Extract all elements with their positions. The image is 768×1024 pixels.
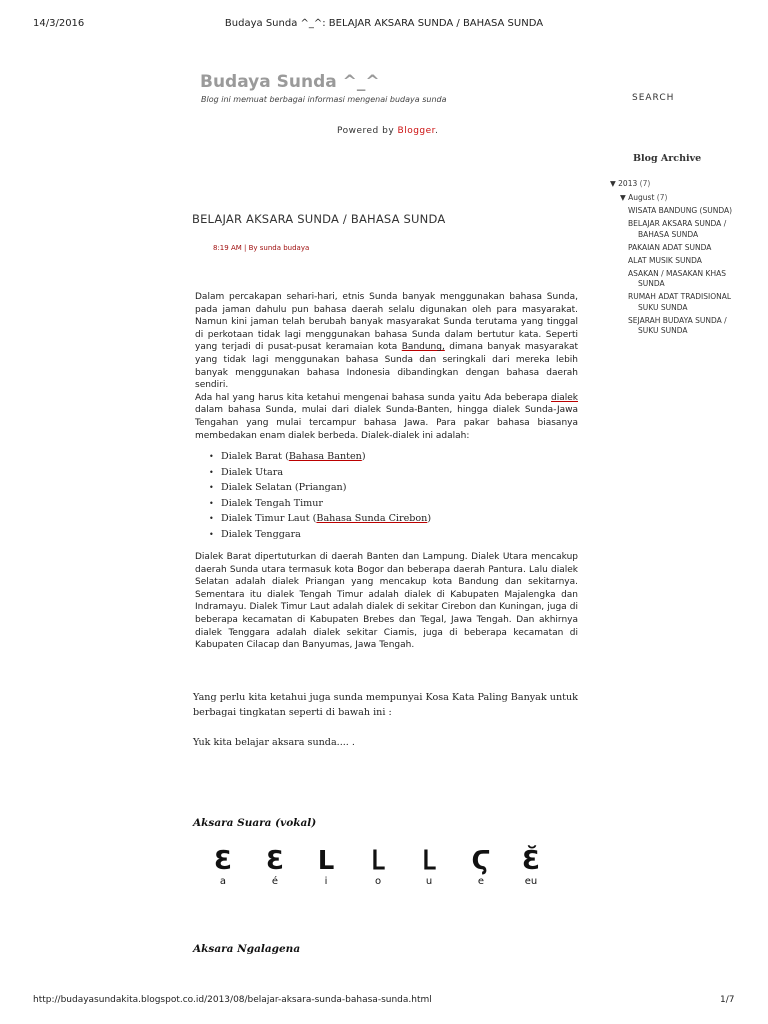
vowel-glyph: Ϛ <box>471 846 491 876</box>
vowel-label: a <box>219 876 227 887</box>
aksara-vowel-chart <box>205 846 545 896</box>
bahasa-banten-link[interactable]: Bahasa Banten <box>288 451 362 462</box>
dialect-item <box>221 465 431 481</box>
dialek-link[interactable]: dialek <box>551 392 578 403</box>
vowel-glyph: Ɛ̆ <box>521 846 541 876</box>
vowel-label: u <box>425 876 433 887</box>
archive-month-count: (7) <box>656 193 668 202</box>
paragraph-intro-text: Dalam percakapan sehari-hari, etnis Sunda banyak menggunakan bahasa Sunda, pada jaman dahulu pun bahasa daerah selalu digunakan oleh para masyarakat. Namun kini jaman telah berubah banyak masyarakat Sunda terutama yang tinggal di perkotaan tidak lagi menggunakan bahasa Sunda dalam bertutur kata. Seperti yang terjadi di pusat-pusat keramaian kota <box>195 292 578 353</box>
dialect-item <box>221 511 431 527</box>
blogger-link[interactable]: Blogger <box>397 126 436 136</box>
post-meta: 8:19 AM | By sunda budaya <box>213 244 310 252</box>
dialect-close: ) <box>427 513 432 525</box>
vowel-glyph: Ɛ <box>265 846 285 876</box>
post-title-link[interactable]: BELAJAR AKSARA SUNDA / BAHASA SUNDA <box>192 212 446 226</box>
archive-post-link[interactable]: BELAJAR AKSARA SUNDA / BAHASA SUNDA <box>628 219 727 239</box>
print-url: http://budayasundakita.blogspot.co.id/2013/08/belajar-aksara-sunda-bahasa-sunda.html <box>33 995 432 1005</box>
print-date: 14/3/2016 <box>33 18 85 29</box>
powered-suffix: . <box>435 126 439 136</box>
powered-by <box>337 126 438 136</box>
vowel-u <box>411 846 447 888</box>
paragraph-dialect-regions: Dialek Barat dipertuturkan di daerah Banten dan Lampung. Dialek Utara mencakup daerah Sunda utara termasuk kota Bogor dan beberapa daerah Pantura. Lalu dialek Selatan adalah dialek Priangan yang mencakup kota Bandung dan sekitarnya. Sementara itu dialek Tengah Timur adalah dialek di Kabupaten Majalengka dan Indramayu. Dialek Timur Laut adalah dialek di sekitar Cirebon dan Kuningan, juga di beberapa kecamatan di Kabupaten Brebes dan Tegal, Jawa Tengah. Dan akhirnya dialek Tenggara adalah dialek sekitar Ciamis, juga di beberapa kecamatan di Kabupaten Cilacap dan Banyumas, Jawa Tengah. <box>195 552 578 651</box>
paragraph-dialek-text: Ada hal yang harus kita ketahui mengenai bahasa sunda yaitu Ada beberapa <box>195 392 552 403</box>
dialect-item <box>221 449 431 465</box>
powered-prefix: Powered by <box>337 126 398 136</box>
dialect-list <box>195 449 431 543</box>
vowel-label: o <box>374 876 382 887</box>
blog-title-link[interactable]: Budaya Sunda ^_^ <box>200 72 380 92</box>
archive-post-link[interactable]: WISATA BANDUNG (SUNDA) <box>628 206 733 215</box>
archive-year-toggle[interactable] <box>610 179 650 188</box>
dialect-text: Dialek Selatan (Priangan) <box>221 482 347 494</box>
dialect-item <box>221 496 431 512</box>
archive-post-link[interactable]: ALAT MUSIK SUNDA <box>628 255 702 265</box>
vowel-glyph: Ⅼ <box>317 846 335 876</box>
archive-year-count: (7) <box>639 179 651 188</box>
vowel-e <box>463 846 499 888</box>
paragraph-intro <box>195 291 578 442</box>
dialect-close: ) <box>361 451 366 462</box>
archive-post-link[interactable]: PAKAIAN ADAT SUNDA <box>628 242 712 252</box>
vowel-glyph: Ⳑ <box>371 846 385 876</box>
vowel-label: eu <box>524 876 538 887</box>
print-page-number: 1/7 <box>720 995 735 1005</box>
archive-post-link[interactable]: SEJARAH BUDAYA SUNDA / SUKU SUNDA <box>628 315 727 335</box>
blog-description: Blog ini memuat berbagai informasi mengenai budaya sunda <box>201 95 447 104</box>
blog-archive-title: Blog Archive <box>633 153 702 164</box>
vowel-label: é <box>271 876 279 887</box>
vowel-o <box>360 846 396 888</box>
archive-post-link[interactable]: RUMAH ADAT TRADISIONAL SUKU SUNDA <box>628 292 732 312</box>
vowel-glyph: Ɛ <box>213 846 233 876</box>
paragraph-kosa-kata: Yang perlu kita ketahui juga sunda mempunyai Kosa Kata Paling Banyak untuk berbagai tingkatan seperti di bawah ini : <box>193 692 578 718</box>
search-link[interactable]: SEARCH <box>632 93 675 103</box>
vowel-a <box>205 846 241 888</box>
dialect-item <box>221 527 431 543</box>
archive-month-label: ▼ August <box>620 193 655 202</box>
bahasa-sunda-cirebon-link[interactable]: Bahasa Sunda Cirebon <box>316 513 428 525</box>
dialect-item <box>221 480 431 496</box>
dialect-text: Dialek Utara <box>221 466 284 478</box>
paragraph-dialek-end: dalam bahasa Sunda, mulai dari dialek Sunda-Banten, hingga dialek Sunda-Jawa Tengahan yang mulai tercampur bahasa Jawa. Para pakar bahasa biasanya membedakan enam dialek berbeda. Dialek-dialek ini adalah: <box>195 405 578 441</box>
vowel-e-acute <box>257 846 293 888</box>
heading-aksara-suara: Aksara Suara (vokal) <box>193 817 317 829</box>
paragraph-intro-end: dimana banyak masyarakat yang tidak lagi menggunakan bahasa Sunda dan seringkali dari mereka lebih banyak menggunakan bahasa Indonesia dibandingkan dengan bahasa daerah sendiri. <box>195 342 578 391</box>
dialect-text: Dialek Barat ( <box>221 451 289 462</box>
archive-post-link[interactable]: ASAKAN / MASAKAN KHAS SUNDA <box>628 268 726 288</box>
heading-aksara-ngalagena: Aksara Ngalagena <box>193 943 301 955</box>
vowel-eu <box>513 846 549 888</box>
bandung-link[interactable]: Bandung, <box>401 342 445 353</box>
archive-month-toggle[interactable] <box>620 193 667 202</box>
archive-post-list <box>628 206 738 339</box>
vowel-label: i <box>324 876 328 887</box>
paragraph-yuk-belajar: Yuk kita belajar aksara sunda.... . <box>193 737 355 748</box>
vowel-glyph: Ⳑ <box>422 846 436 876</box>
vowel-i <box>308 846 344 888</box>
print-page-title: Budaya Sunda ^_^: BELAJAR AKSARA SUNDA / BAHASA SUNDA <box>224 18 544 29</box>
vowel-label: e <box>477 876 485 887</box>
archive-year-label: ▼ 2013 <box>610 179 638 188</box>
dialect-text: Dialek Tenggara <box>221 528 301 540</box>
dialect-text: Dialek Tengah Timur <box>221 497 324 509</box>
dialect-text: Dialek Timur Laut ( <box>221 513 317 525</box>
